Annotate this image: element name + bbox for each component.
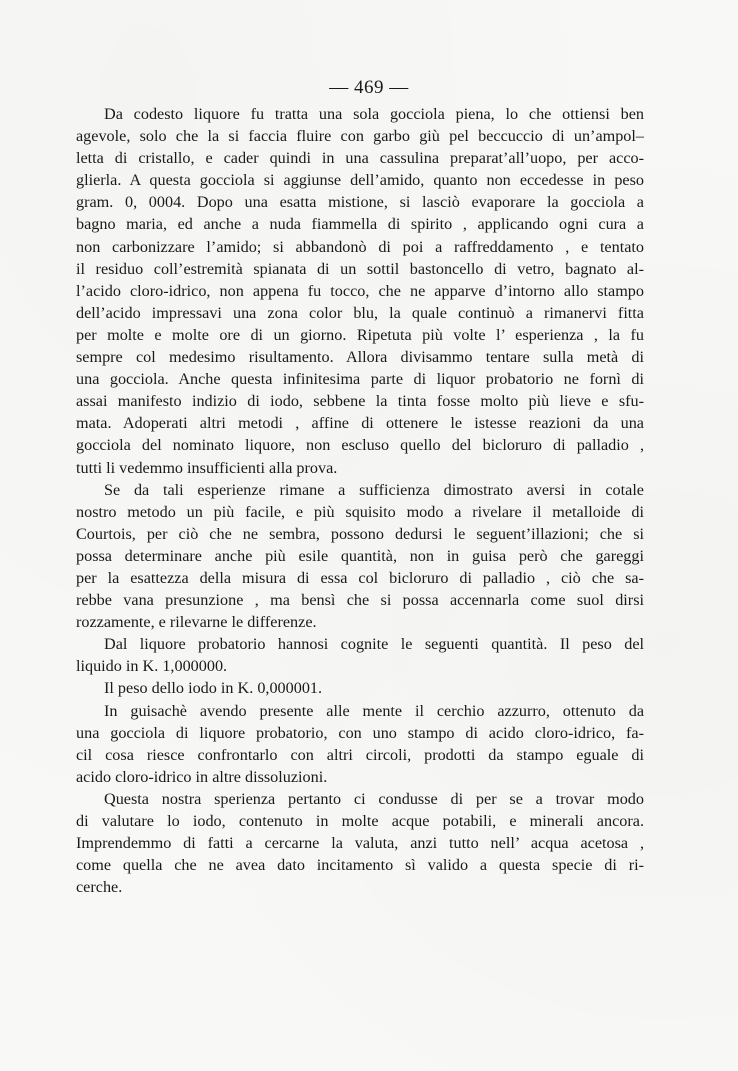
- text-line: liquido in K. 1,000000.: [76, 657, 228, 676]
- text-line: mata. Adoperati altri metodi , affine di ottenere le istesse reazioni da una: [76, 414, 644, 433]
- text-line: Courtois, per ciò che ne sembra, possono dedursi le seguent’illazioni; che si: [76, 524, 644, 543]
- page-number: — 469 —: [329, 77, 409, 98]
- text-line: una gocciola di liquore probatorio, con uno stampo di acido cloro-idrico, fa-: [76, 723, 644, 742]
- text-line: l’acido cloro-idrico, non appena fu tocco, che ne apparve d’intorno allo stampo: [76, 281, 644, 300]
- text-line: sempre col medesimo risultamento. Allora divisammo tentare sulla metà di: [76, 348, 644, 367]
- text-line: possa determinare anche più esile quantità, non in guisa però che gareggi: [76, 546, 644, 565]
- text-line: gram. 0, 0004. Dopo una esatta mistione, si lasciò evaporare la gocciola a: [76, 193, 644, 212]
- text-line: non carbonizzare l’amido; si abbandonò di poi a raffreddamento , e tentato: [76, 237, 644, 256]
- paragraph: [76, 103, 644, 479]
- text-line: Se da tali esperienze rimane a sufficienza dimostrato aversi in cotale: [104, 480, 644, 499]
- text-line: Imprendemmo di fatti a cercarne la valuta, anzi tutto nell’ acqua acetosa ,: [76, 834, 644, 853]
- text-line: rebbe vana presunzione , ma bensì che si possa accennarla come suol dirsi: [76, 591, 644, 610]
- text-line: gocciola del nominato liquore, non escluso quello del bicloruro di palladio ,: [76, 436, 644, 455]
- text-line: In guisachè avendo presente alle mente il cerchio azzurro, ottenuto da: [104, 701, 644, 720]
- text-line: agevole, solo che la si faccia fluire con garbo giù pel beccuccio di un’ampol–: [76, 127, 644, 146]
- text-line: rozzamente, e rilevarne le differenze.: [76, 613, 317, 632]
- text-line: dell’acido impressavi una zona color blu, la quale continuò a rimanervi fitta: [76, 303, 644, 322]
- text-line: Il peso dello iodo in K. 0,000001.: [104, 679, 323, 698]
- text-line: per molte e molte ore di un giorno. Ripetuta più volte l’ esperienza , la fu: [76, 325, 644, 344]
- text-line: tutti li vedemmo insufficienti alla prova.: [76, 458, 338, 477]
- paragraph: [76, 700, 644, 788]
- paragraph: [76, 633, 644, 677]
- paragraph: [76, 788, 644, 898]
- text-line: Questa nostra sperienza pertanto ci condusse di per se a trovar modo: [104, 789, 644, 808]
- text-line: acido cloro-idrico in altre dissoluzioni.: [76, 767, 328, 786]
- text-line: bagno maria, ed anche a nuda fiammella di spirito , applicando ogni cura a: [76, 215, 644, 234]
- text-line: una gocciola. Anche questa infinitesima parte di liquor probatorio ne fornì di: [76, 370, 644, 389]
- paragraph: [76, 479, 644, 634]
- text-line: letta di cristallo, e cader quindi in una cassulina preparat’all’uopo, per acco-: [76, 149, 644, 168]
- text-line: Dal liquore probatorio hannosi cognite le seguenti quantità. Il peso del: [104, 635, 644, 654]
- text-line: come quella che ne avea dato incitamento sì valido a questa specie di ri-: [76, 856, 644, 875]
- text-line: per la esattezza della misura di essa col bicloruro di palladio , ciò che sa-: [76, 568, 644, 587]
- text-line: cil cosa riesce confrontarlo con altri circoli, prodotti da stampo eguale di: [76, 745, 644, 764]
- text-line: nostro metodo un più facile, e più squisito modo a rivelare il metalloide di: [76, 502, 644, 521]
- body-text: [76, 103, 644, 898]
- text-line: assai manifesto indizio di iodo, sebbene la tinta fosse molto più lieve e sfu-: [76, 392, 644, 411]
- text-line: Da codesto liquore fu tratta una sola gocciola piena, lo che ottiensi ben: [104, 105, 644, 123]
- text-line: glierla. A questa gocciola si aggiunse dell’amido, quanto non eccedesse in peso: [76, 171, 644, 190]
- paragraph: [76, 677, 644, 699]
- text-line: di valutare lo iodo, contenuto in molte acque potabili, e minerali ancora.: [76, 812, 644, 830]
- text-line: il residuo coll’estremità spianata di un sottil bastoncello di vetro, bagnato al-: [76, 259, 644, 278]
- text-line: cerche.: [76, 878, 123, 897]
